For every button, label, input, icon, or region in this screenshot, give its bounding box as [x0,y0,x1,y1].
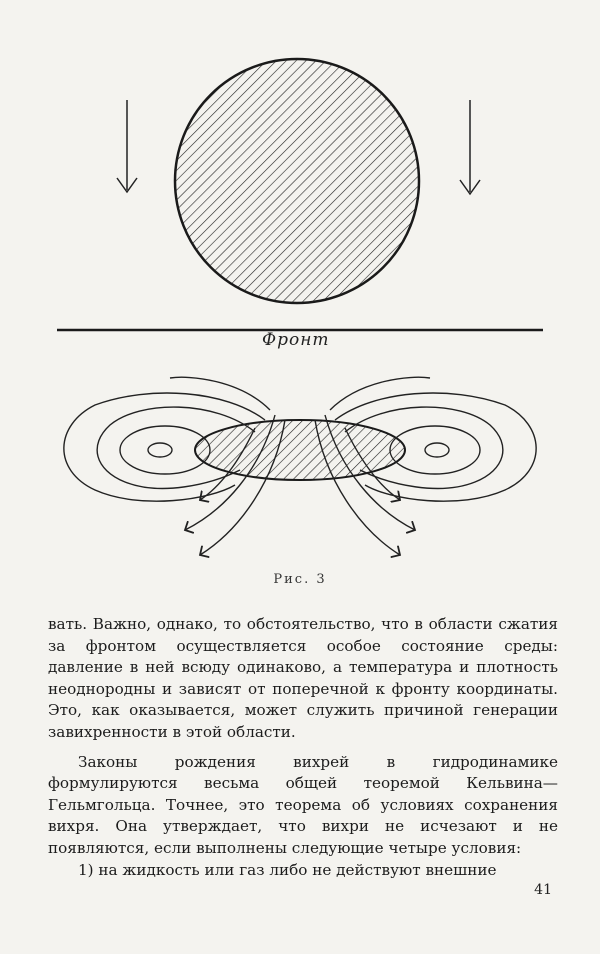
hatched-circle [175,59,419,303]
page-number: 41 [534,882,552,898]
down-arrow-left [117,100,137,192]
paragraph-2: Законы рождения вихрей в гидродинамике формулируются весьма общей теоремой Кельвина—Гельмгольца. Точнее, это теорема об условиях сохранения вихря. Она утверждает, что вихри не исчезают и не появляются, если выполнены следующие четыре условия: [48,752,558,857]
hatched-ellipse [195,420,405,480]
list-item-1: 1) на жидкость или газ либо не действуют внешние [78,860,497,879]
body-text [48,614,558,881]
paragraph-1: вать. Важно, однако, то обстоятельство, что в области сжатия за фронтом осуществляется особое состояние среды: давление в ней всюду одинаково, а температура и плотность неоднородны и зависят от поперечной к фронту координаты. Это, как оказывается, может служить причиной генерации завихренности в этой области. [48,615,558,741]
figure-caption: Рис. 3 [273,572,327,587]
down-arrow-right [460,100,480,194]
front-label: Фронт [262,330,330,350]
